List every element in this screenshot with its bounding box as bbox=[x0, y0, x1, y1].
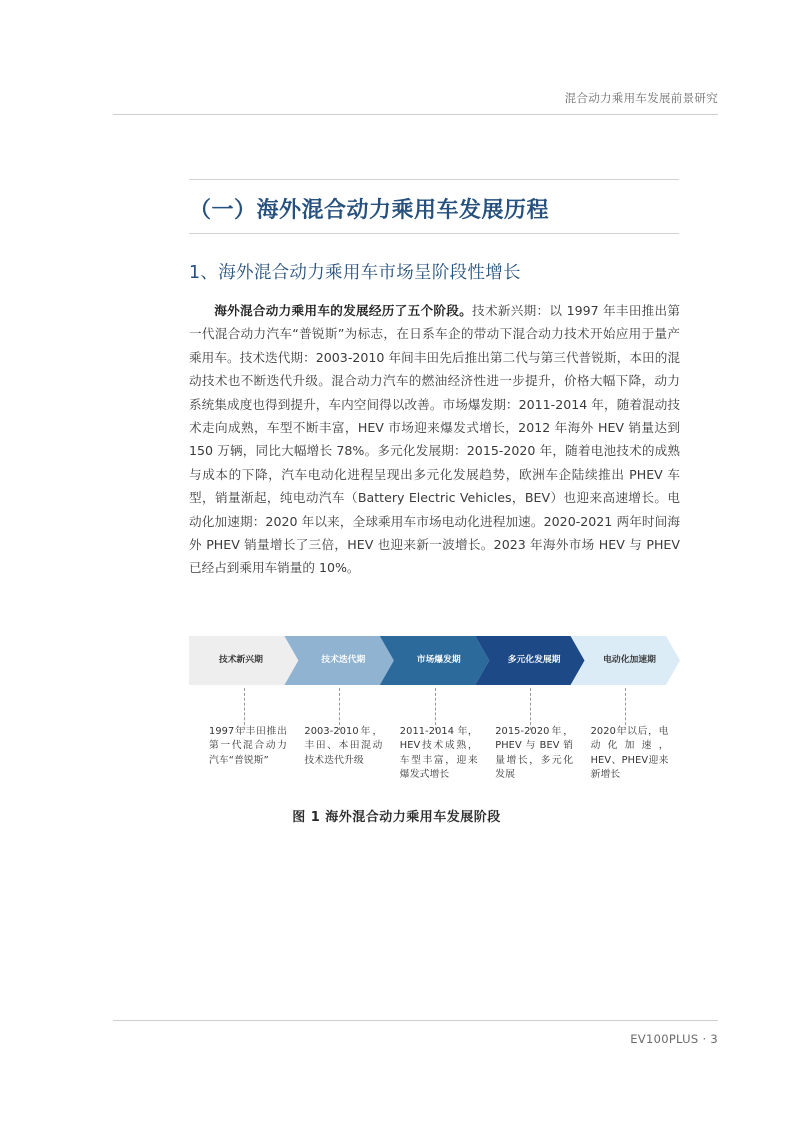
subsection-title: 1、海外混合动力乘用车市场呈阶段性增长 bbox=[189, 263, 521, 283]
running-header: 混合动力乘用车发展前景研究 bbox=[564, 91, 718, 105]
stage-description-emerging: 1997年丰田推出第一代混合动力汽车“普锐斯” bbox=[209, 726, 287, 766]
body-lead: 海外混合动力乘用车的发展经历了五个阶段。 bbox=[214, 303, 473, 318]
section-title: （一）海外混合动力乘用车发展历程 bbox=[189, 198, 550, 223]
stage-label-iteration: 技术迭代期 bbox=[321, 655, 366, 665]
stage-description-boom: 2011-2014 年，HEV技术成熟，车型丰富，迎来爆发式增长 bbox=[399, 726, 478, 781]
stage-description-acceleration: 2020年以后，电动化加速，HEV、PHEV迎来新增长 bbox=[590, 726, 669, 781]
footer-rule bbox=[113, 1020, 718, 1021]
section-rule-top bbox=[189, 179, 679, 180]
stage-description-diversified: 2015-2020年，PHEV 与 BEV 销量增长，多元化发展 bbox=[495, 726, 574, 781]
stage-connector bbox=[244, 688, 245, 730]
timeline-figure bbox=[189, 636, 680, 796]
header-rule bbox=[113, 114, 718, 115]
stage-connector bbox=[625, 688, 626, 730]
stage-connector bbox=[530, 688, 531, 730]
footer-text: EV100PLUS · 3 bbox=[630, 1032, 718, 1046]
stage-description-iteration: 2003-2010年，丰田、本田混动技术迭代升级 bbox=[304, 726, 383, 766]
stage-connector bbox=[435, 688, 436, 730]
figure-caption: 图 1 海外混合动力乘用车发展阶段 bbox=[292, 810, 501, 825]
stage-label-acceleration: 电动化加速期 bbox=[603, 655, 656, 665]
stage-label-diversified: 多元化发展期 bbox=[507, 655, 561, 665]
stage-label-boom: 市场爆发期 bbox=[416, 655, 461, 665]
section-rule-bottom bbox=[189, 233, 679, 234]
stage-label-emerging: 技术新兴期 bbox=[218, 655, 263, 665]
body-text: 技术新兴期：以 1997 年丰田推出第一代混合动力汽车“普锐斯”为标志，在日系车企的带动下混合动力技术开始应用于量产乘用车。技术迭代期：2003-2010 年间丰田先后推出第二代与第三代普锐斯，本田的混动技术也不断迭代升级。混合动力汽车的燃油经济性进一步提升，价格大幅下降，动力系统集成度也得到提升，车内空间得以改善。市场爆发期：2011-2014 年，随着混动技术走向成熟，车型不断丰富，HEV 市场迎来爆发式增长，2012 年海外 HEV 销量达到 150 万辆，同比大幅增长 78%。多元化发展期：2015-2020 年，随着电池技术的成熟与成本的下降，汽车电动化进程呈现出多元化发展趋势，欧洲车企陆续推出 PHEV 车型，销量渐起，纯电动汽车（Battery Electric Vehicles，BEV）也迎来高速增长。电动化加速期：2020 年以来，全球乘用车市场电动化进程加速。2020-2021 两年时间海外 PHEV 销量增长了三倍，HEV 也迎来新一波增长。2023 年海外市场 HEV 与 PHEV 已经占到乘用车销量的 10%。 bbox=[189, 303, 681, 576]
body-paragraph bbox=[189, 299, 680, 580]
stage-connector bbox=[339, 688, 340, 730]
